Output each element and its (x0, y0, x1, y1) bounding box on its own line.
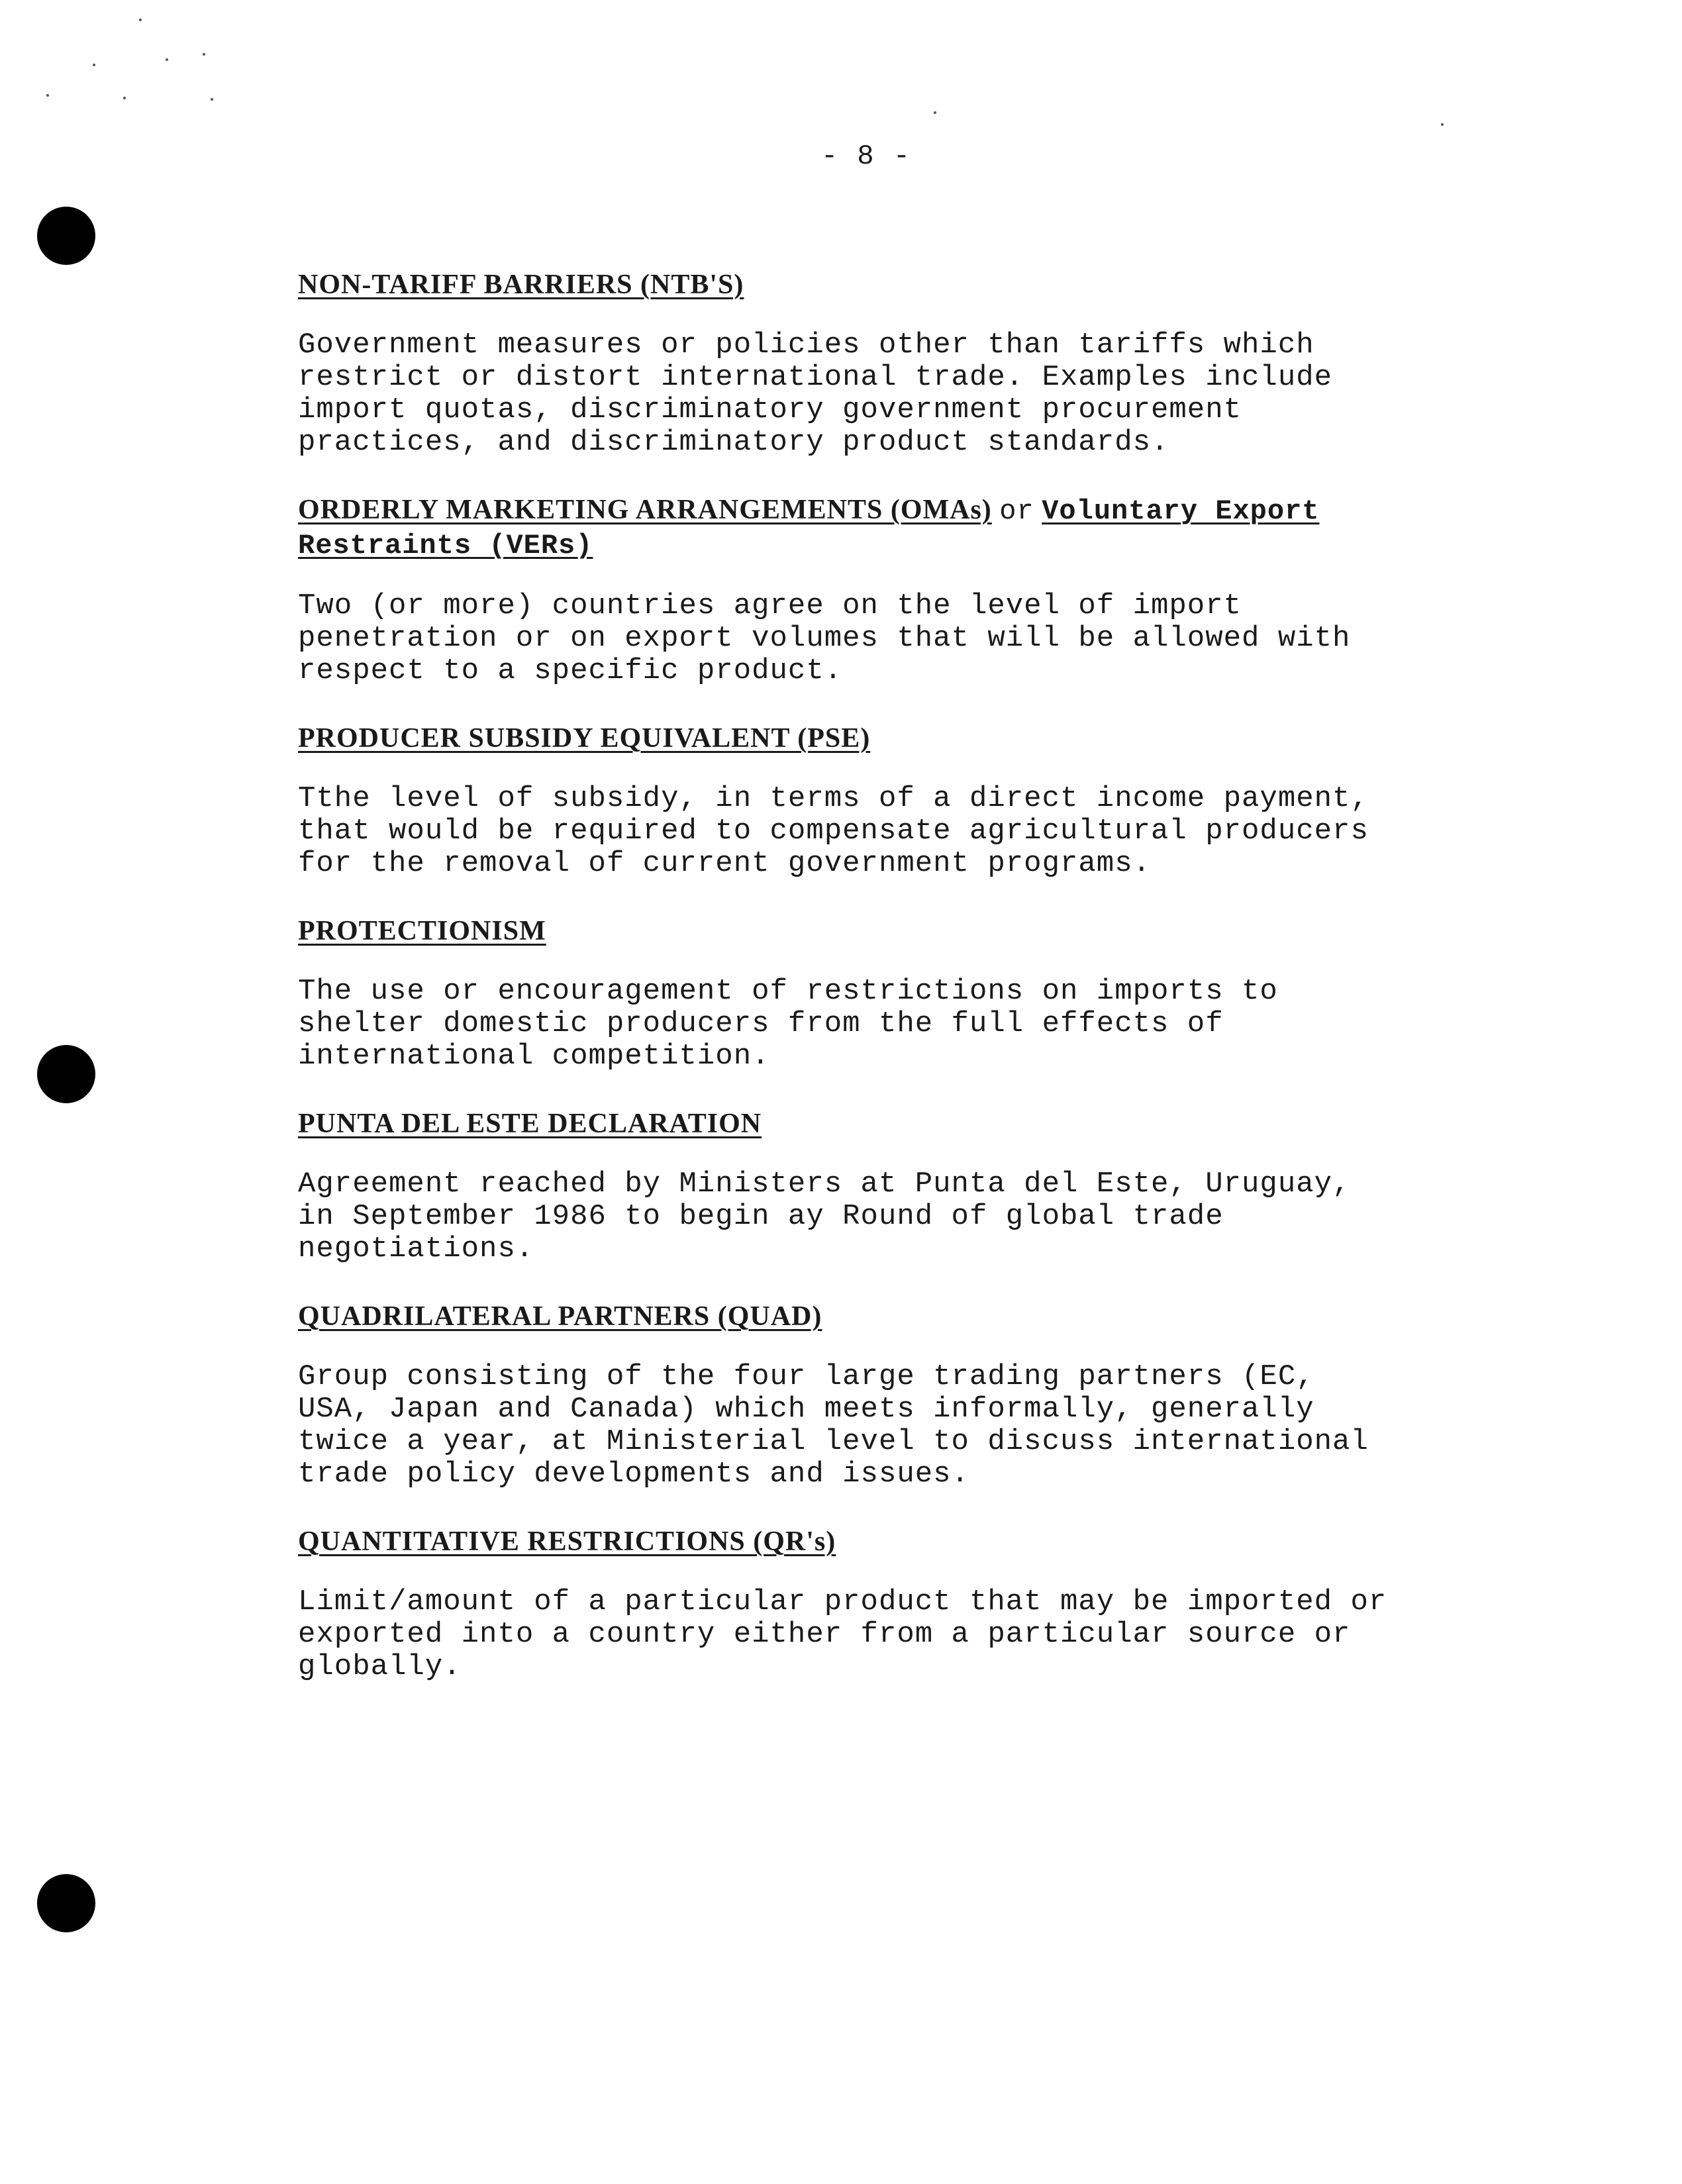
entry-heading-alt-text: Voluntary Export (1042, 495, 1320, 527)
entry-definition: Limit/amount of a particular product that may be imported or exported into a country either from a particular source or globally. (298, 1585, 1387, 1683)
entry-definition: Agreement reached by Ministers at Punta del Este, Uruguay, in September 1986 to begin ay Round of global trade negotiations. (298, 1167, 1351, 1266)
entry-heading-text: QUADRILATERAL PARTNERS (QUAD) (298, 1301, 822, 1332)
entry-heading-text: NON-TARIFF BARRIERS (NTB'S) (298, 270, 744, 300)
scan-speck (93, 64, 95, 66)
entry-heading (298, 915, 1530, 948)
punch-hole-middle (37, 1045, 95, 1103)
scan-speck (211, 98, 213, 101)
entry-heading-alt-continued: Restraints (VERs) (298, 530, 593, 562)
glossary-entry-omas (298, 493, 1530, 687)
entry-heading-text: ORDERLY MARKETING ARRANGEMENTS (OMAs) (298, 495, 992, 525)
entry-heading-text: QUANTITATIVE RESTRICTIONS (QR's) (298, 1526, 836, 1557)
glossary-entry-pse (298, 722, 1530, 880)
scan-speck (139, 19, 142, 21)
entry-heading (298, 268, 1530, 301)
scan-speck (1441, 123, 1444, 126)
entry-heading-text: PROTECTIONISM (298, 916, 546, 946)
entry-definition: Tthe level of subsidy, in terms of a direct income payment, that would be required to compensate agricultural producers for the removal of current government programs. (298, 782, 1369, 880)
glossary-entry-protectionism (298, 915, 1530, 1073)
page-number: - 8 - (821, 140, 912, 172)
entry-heading-text: PRODUCER SUBSIDY EQUIVALENT (PSE) (298, 723, 871, 754)
scan-speck (934, 111, 936, 114)
glossary-content (298, 268, 1530, 1718)
scan-speck (203, 53, 205, 56)
scan-speck (123, 97, 126, 99)
scan-speck (166, 58, 168, 61)
entry-heading-connector: or (999, 495, 1034, 527)
entry-heading (298, 1107, 1530, 1140)
entry-definition: Government measures or policies other than tariffs which restrict or distort international trade. Examples include import quotas, discriminatory government procurement practices, and discriminatory product standards. (298, 328, 1333, 459)
glossary-entry-ntbs (298, 268, 1530, 459)
entry-heading-text: PUNTA DEL ESTE DECLARATION (298, 1109, 762, 1139)
glossary-entry-quad (298, 1300, 1530, 1491)
entry-definition: The use or encouragement of restrictions on imports to shelter domestic producers from the full effects of international competition. (298, 975, 1278, 1073)
entry-heading (298, 493, 1530, 562)
glossary-entry-punta-del-este (298, 1107, 1530, 1266)
scan-speck (46, 94, 49, 97)
glossary-entry-qrs (298, 1525, 1530, 1683)
entry-heading (298, 722, 1530, 755)
punch-hole-bottom (37, 1874, 95, 1932)
entry-definition: Two (or more) countries agree on the level of import penetration or on export volumes that will be allowed with respect to a specific product. (298, 589, 1351, 687)
entry-heading (298, 1525, 1530, 1558)
punch-hole-top (37, 207, 95, 265)
entry-heading (298, 1300, 1530, 1333)
entry-definition: Group consisting of the four large trading partners (EC, USA, Japan and Canada) which meets informally, generally twice a year, at Ministerial level to discuss international trade policy developments and issues. (298, 1360, 1369, 1491)
